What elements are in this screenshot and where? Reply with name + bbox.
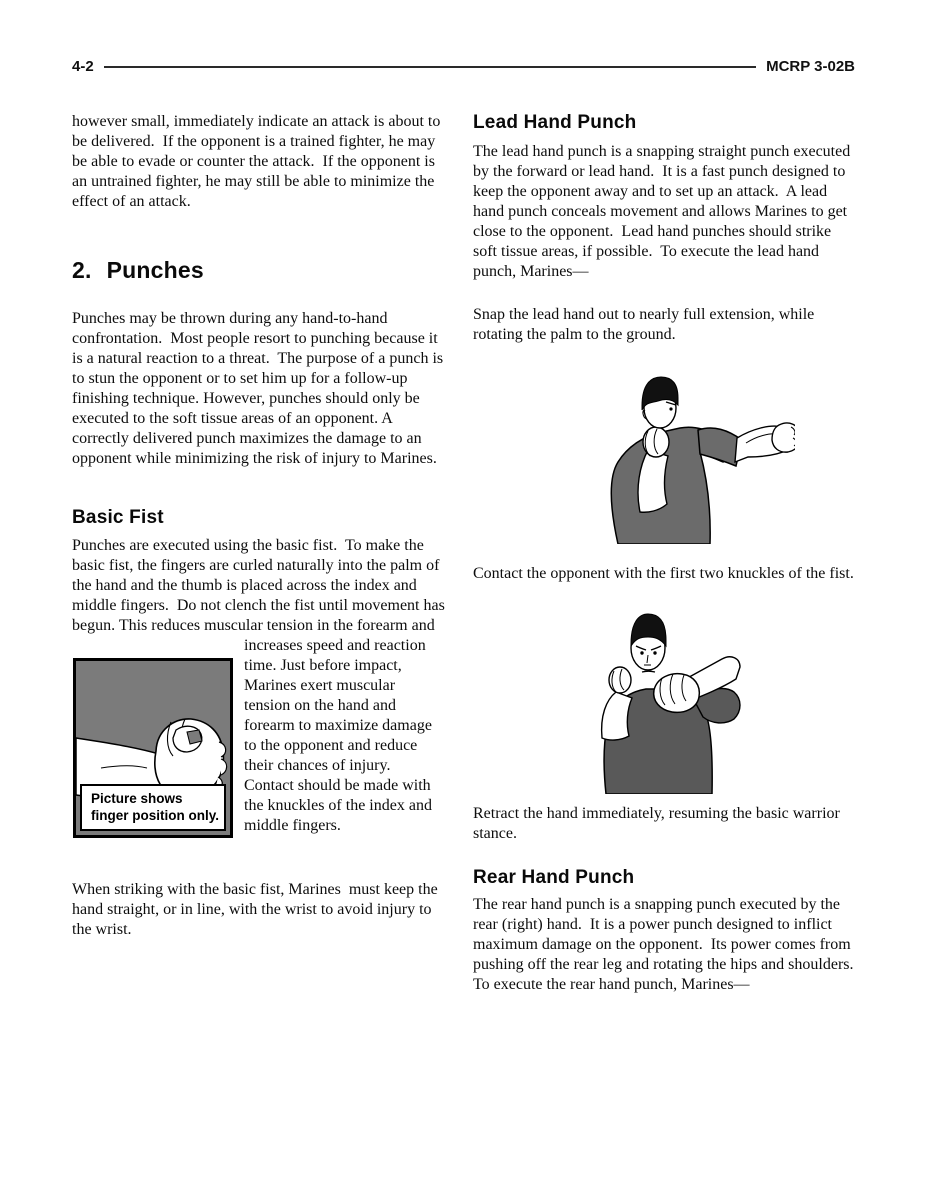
figure-caption-line-2: finger position only. — [91, 808, 219, 823]
basic-fist-figure — [73, 658, 233, 838]
page-number: 4-2 — [72, 58, 94, 75]
punch-extension-drawing-icon — [530, 372, 795, 544]
right-column — [473, 112, 862, 995]
figure-caption — [80, 784, 226, 831]
section-title: Punches — [106, 257, 204, 283]
basic-fist-paragraph-start: Punches are executed using the basic fist. To make the basic fist, the fingers are curled naturally into the palm of the hand and the thumb is placed across the index and middle fingers. Do not clench the fist until movement has begun. This reduces muscular tension in the forearm and — [72, 537, 449, 634]
subheading-rear-hand-punch: Rear Hand Punch — [473, 867, 635, 888]
lead-hand-paragraph: The lead hand punch is a snapping straight punch executed by the forward or lead hand. It is a fast punch designed to keep the opponent away and to set up an attack. A lead hand punch conceals movement and allows Marines to get close to the opponent. Lead hand punches should strike soft tissue areas, if possible. To execute the lead hand punch, Marines— — [473, 143, 855, 280]
basic-fist-paragraph-end: When striking with the basic fist, Marines must keep the hand straight, or in line, with the wrist to avoid injury to the wrist. — [72, 881, 442, 938]
lead-hand-contact-illustration — [556, 606, 782, 794]
intro-continuation-paragraph: however small, immediately indicate an attack is about to be delivered. If the opponent is a trained fighter, he may be able to evade or counter the attack. If the opponent is an untrained fighter, he may still be able to minimize the effect of an attack. — [72, 113, 445, 210]
figure-caption-line-1: Picture shows — [91, 791, 183, 806]
lead-hand-step-snap: Snap the lead hand out to nearly full extension, while rotating the palm to the ground. — [473, 306, 819, 343]
header-rule — [104, 66, 756, 68]
lead-hand-extension-illustration — [530, 372, 795, 544]
left-column — [72, 112, 449, 995]
rear-hand-paragraph: The rear hand punch is a snapping punch executed by the rear (right) hand. It is a power punch designed to inflict maximum damage on the opponent. Its power comes from pushing off the rear leg and rotating the hips and shoulders. To execute the rear hand punch, Marines— — [473, 896, 862, 993]
basic-fist-wrap-block — [72, 636, 445, 858]
lead-hand-step-retract: Retract the hand immediately, resuming the basic warrior stance. — [473, 805, 844, 842]
punches-paragraph: Punches may be thrown during any hand-to-hand confrontation. Most people resort to punching because it is a natural reaction to a threat. The purpose of a punch is to stun the opponent or to set him up for a follow-up finishing technique. However, punches should only be executed to the soft tissue areas of an opponent. A correctly delivered punch maximizes the damage to an opponent while minimizing the risk of injury to Marines. — [72, 310, 448, 467]
punch-contact-drawing-icon — [556, 606, 782, 794]
section-number: 2. — [72, 257, 92, 283]
subheading-lead-hand-punch: Lead Hand Punch — [473, 112, 637, 133]
subheading-basic-fist: Basic Fist — [72, 507, 164, 528]
document-id: MCRP 3-02B — [766, 58, 855, 75]
section-heading-punches — [72, 257, 445, 283]
two-column-body — [72, 112, 862, 995]
lead-hand-step-contact: Contact the opponent with the first two knuckles of the fist. — [473, 565, 854, 582]
basic-fist-paragraph-wrapped: increases speed and reaction time. Just before impact, Marines exert muscular tension on the hand and forearm to maximize damage to the opponent and reduce their chances of injury. Contact should be made with the knuckles of the index and middle fingers. — [244, 637, 436, 834]
page-header — [72, 58, 855, 75]
